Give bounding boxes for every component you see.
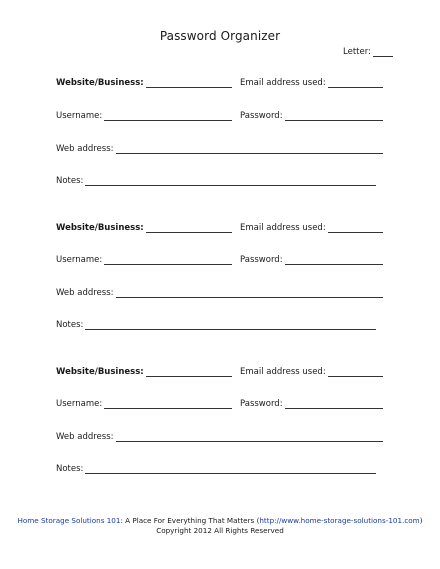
notes-field: [56, 464, 376, 474]
web-address-line[interactable]: [116, 433, 384, 442]
notes-field: [56, 320, 376, 330]
username-label: Username:: [56, 399, 103, 409]
website-business-label: Website/Business:: [56, 78, 144, 88]
email-address-line[interactable]: [328, 79, 383, 88]
password-field: [240, 111, 383, 121]
notes-label: Notes:: [56, 176, 84, 186]
notes-line[interactable]: [85, 465, 376, 474]
password-label: Password:: [240, 255, 283, 265]
password-line[interactable]: [285, 112, 383, 121]
password-field: [240, 399, 383, 409]
web-address-field: [56, 288, 383, 298]
username-field: [56, 399, 232, 409]
email-address-label: Email address used:: [240, 367, 326, 377]
web-address-field: [56, 432, 383, 442]
site-url-link[interactable]: http://www.home-storage-solutions-101.com: [259, 516, 420, 525]
web-address-field: [56, 144, 383, 154]
email-address-field: [240, 367, 383, 377]
password-line[interactable]: [285, 400, 383, 409]
footer-credit-line: [0, 516, 440, 526]
username-line[interactable]: [104, 400, 232, 409]
website-business-field: [56, 78, 232, 88]
letter-label: Letter:: [343, 47, 371, 57]
web-address-line[interactable]: [116, 145, 384, 154]
email-address-field: [240, 78, 383, 88]
notes-label: Notes:: [56, 464, 84, 474]
footer-close-paren: ): [419, 516, 423, 525]
website-business-field: [56, 367, 232, 377]
letter-blank-line[interactable]: [373, 47, 393, 57]
website-business-line[interactable]: [146, 79, 232, 88]
username-line[interactable]: [104, 256, 232, 265]
website-business-line[interactable]: [146, 224, 232, 233]
website-business-label: Website/Business:: [56, 223, 144, 233]
username-field: [56, 111, 232, 121]
username-label: Username:: [56, 111, 103, 121]
email-address-label: Email address used:: [240, 78, 326, 88]
web-address-line[interactable]: [116, 289, 384, 298]
page-title: Password Organizer: [159, 29, 281, 43]
notes-field: [56, 176, 376, 186]
email-address-label: Email address used:: [240, 223, 326, 233]
notes-label: Notes:: [56, 320, 84, 330]
letter-field: [343, 47, 393, 57]
email-address-line[interactable]: [328, 368, 383, 377]
website-business-label: Website/Business:: [56, 367, 144, 377]
password-label: Password:: [240, 111, 283, 121]
password-line[interactable]: [285, 256, 383, 265]
website-business-field: [56, 223, 232, 233]
footer-copyright: Copyright 2012 All Rights Reserved: [156, 526, 284, 535]
website-business-line[interactable]: [146, 368, 232, 377]
web-address-label: Web address:: [56, 432, 114, 442]
web-address-label: Web address:: [56, 144, 114, 154]
username-field: [56, 255, 232, 265]
username-line[interactable]: [104, 112, 232, 121]
password-field: [240, 255, 383, 265]
footer-tagline: : A Place For Everything That Matters (: [120, 516, 260, 525]
web-address-label: Web address:: [56, 288, 114, 298]
notes-line[interactable]: [85, 177, 376, 186]
email-address-line[interactable]: [328, 224, 383, 233]
password-label: Password:: [240, 399, 283, 409]
email-address-field: [240, 223, 383, 233]
username-label: Username:: [56, 255, 103, 265]
site-name-link[interactable]: Home Storage Solutions 101: [17, 516, 121, 525]
notes-line[interactable]: [85, 321, 376, 330]
footer: [0, 516, 440, 536]
